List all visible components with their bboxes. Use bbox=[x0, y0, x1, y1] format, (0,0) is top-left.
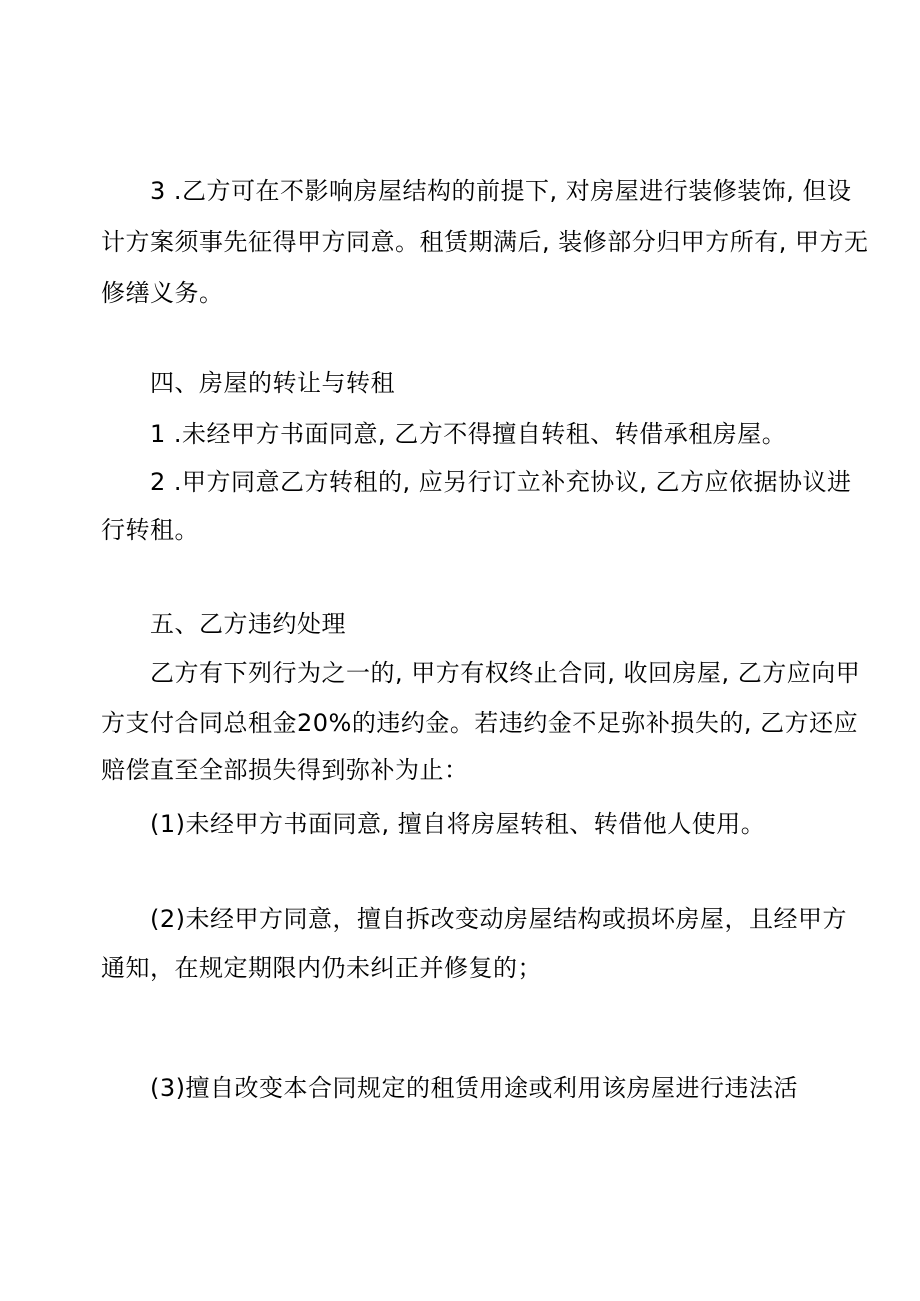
section-4-item-2-line-2: 行转租。 bbox=[101, 516, 199, 544]
section-5-intro-line-1: 乙方有下列行为之一的, 甲方有权终止合同, 收回房屋, 乙方应向甲 bbox=[150, 659, 861, 687]
section-4-item-1: 1 .未经甲方书面同意, 乙方不得擅自转租、转借承租房屋。 bbox=[150, 420, 787, 448]
section-5-intro-line-2: 方支付合同总租金20%的违约金。若违约金不足弥补损失的, 乙方还应 bbox=[101, 709, 859, 737]
clause-3-line-2: 计方案须事先征得甲方同意。租赁期满后, 装修部分归甲方所有, 甲方无 bbox=[101, 228, 869, 256]
section-5-heading: 五、乙方违约处理 bbox=[150, 610, 346, 638]
section-4-heading: 四、房屋的转让与转租 bbox=[150, 369, 395, 397]
clause-3-line-3: 修缮义务。 bbox=[101, 279, 224, 307]
section-5-item-1: (1)未经甲方书面同意, 擅自将房屋转租、转借他人使用。 bbox=[150, 810, 766, 838]
section-5-item-3-line-1: (3)擅自改变本合同规定的租赁用途或利用该房屋进行违法活 bbox=[150, 1074, 798, 1102]
section-4-item-2-line-1: 2 .甲方同意乙方转租的, 应另行订立补充协议, 乙方应依据协议进 bbox=[150, 468, 852, 496]
clause-3-line-1: 3 .乙方可在不影响房屋结构的前提下, 对房屋进行装修装饰, 但设 bbox=[150, 177, 852, 205]
section-5-item-2-line-1: (2)未经甲方同意，擅自拆改变动房屋结构或损坏房屋，且经甲方 bbox=[150, 905, 847, 933]
section-5-item-2-line-2: 通知，在规定期限内仍未纠正并修复的； bbox=[101, 954, 542, 982]
section-5-intro-line-3: 赔偿直至全部损失得到弥补为止： bbox=[101, 756, 469, 784]
